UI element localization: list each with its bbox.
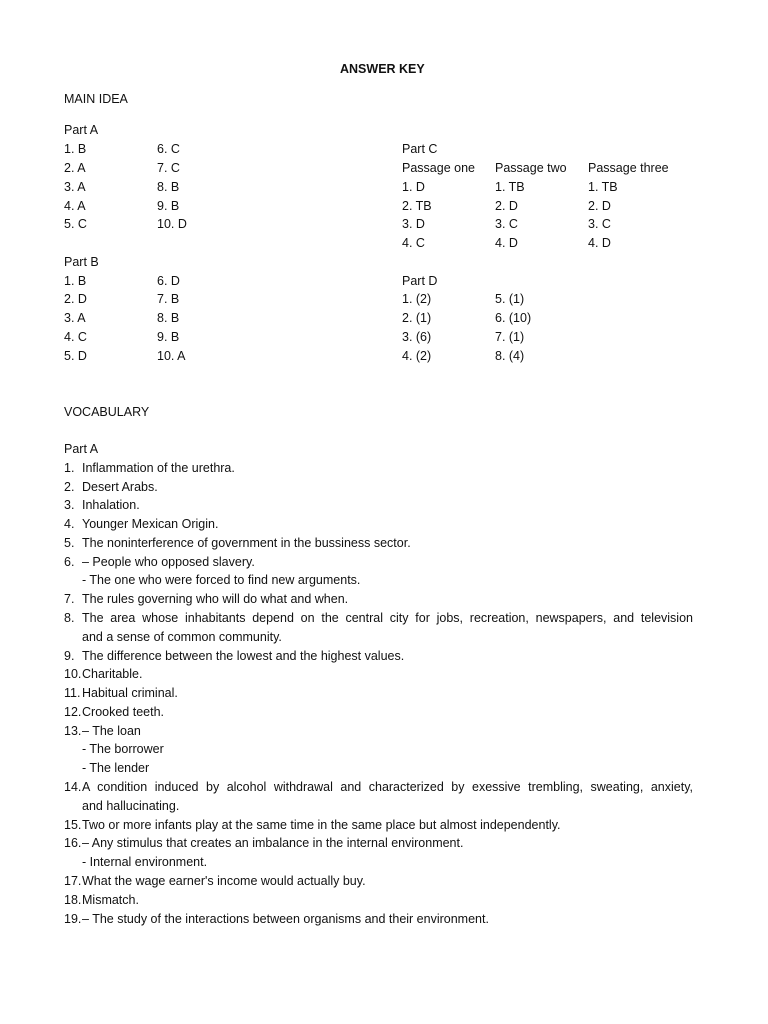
vocab-item-number: 11. [64, 686, 81, 700]
answer-item: 7. B [157, 292, 180, 306]
answer-item: 1. TB [588, 180, 618, 194]
answer-item: 3. A [64, 180, 86, 194]
vocab-item-text: – People who opposed slavery. [82, 555, 255, 569]
answer-item: 4. (2) [402, 349, 432, 363]
vocab-item-number: 13. [64, 724, 82, 738]
answer-item: 1. (2) [402, 292, 432, 306]
answer-item: 9. B [157, 199, 180, 213]
vocab-item-number: 19. [64, 912, 82, 926]
vocab-item-number: 14. [64, 780, 82, 794]
answer-item: 1. B [64, 274, 87, 288]
vocab-item-text: Inhalation. [82, 498, 140, 512]
vocab-item-text: Crooked teeth. [82, 705, 164, 719]
part-b-label: Part B [64, 255, 99, 269]
answer-item: 2. D [64, 292, 87, 306]
answer-item: 4. D [588, 236, 611, 250]
vocab-sub-item: - The borrower [82, 742, 164, 756]
vocab-item-number: 17. [64, 874, 82, 888]
answer-item: 6. D [157, 274, 180, 288]
vocab-item-continuation: and a sense of common community. [82, 630, 282, 644]
vocab-item-number: 4. [64, 517, 75, 531]
answer-item: 8. B [157, 180, 180, 194]
vocab-item-number: 3. [64, 498, 75, 512]
answer-item: 2. D [588, 199, 611, 213]
passage-three-label: Passage three [588, 161, 669, 175]
main-idea-heading: MAIN IDEA [64, 92, 128, 106]
vocab-item-number: 6. [64, 555, 75, 569]
vocab-item-number: 1. [64, 461, 75, 475]
answer-item: 9. B [157, 330, 180, 344]
part-d-label: Part D [402, 274, 438, 288]
answer-item: 3. A [64, 311, 86, 325]
vocab-item-text: – Any stimulus that creates an imbalance in the internal environment. [82, 836, 464, 850]
vocab-item-number: 15. [64, 818, 82, 832]
answer-item: 5. D [64, 349, 87, 363]
vocab-item-text: The area whose inhabitants depend on the central city for jobs, recreation, newspapers, and television [82, 611, 693, 625]
answer-item: 4. A [64, 199, 86, 213]
vocab-part-a-label: Part A [64, 442, 99, 456]
answer-item: 2. D [495, 199, 518, 213]
answer-item: 2. (1) [402, 311, 432, 325]
answer-item: 6. (10) [495, 311, 532, 325]
answer-item: 5. (1) [495, 292, 525, 306]
vocab-item-text: Habitual criminal. [82, 686, 178, 700]
vocab-item-number: 12. [64, 705, 82, 719]
vocab-item-number: 2. [64, 480, 75, 494]
vocab-item-number: 5. [64, 536, 75, 550]
answer-item: 10. A [157, 349, 186, 363]
vocab-sub-item: - The one who were forced to find new arguments. [82, 573, 361, 587]
answer-item: 1. B [64, 142, 87, 156]
answer-item: 10. D [157, 217, 187, 231]
page-title: ANSWER KEY [340, 62, 425, 76]
vocab-item-text: Two or more infants play at the same time in the same place but almost independently. [82, 818, 561, 832]
answer-item: 1. D [402, 180, 425, 194]
vocab-item-text: – The loan [82, 724, 141, 738]
answer-item: 8. B [157, 311, 180, 325]
vocab-item-text: Mismatch. [82, 893, 139, 907]
vocab-item-number: 18. [64, 893, 82, 907]
vocab-item-text: – The study of the interactions between organisms and their environment. [82, 912, 489, 926]
answer-item: 3. (6) [402, 330, 432, 344]
vocab-item-text: The noninterference of government in the bussiness sector. [82, 536, 411, 550]
answer-item: 1. TB [495, 180, 525, 194]
answer-item: 3. C [495, 217, 518, 231]
answer-item: 2. TB [402, 199, 432, 213]
answer-item: 7. C [157, 161, 180, 175]
answer-item: 2. A [64, 161, 86, 175]
answer-item: 4. D [495, 236, 518, 250]
part-a-label: Part A [64, 123, 99, 137]
vocab-item-text: The rules governing who will do what and when. [82, 592, 349, 606]
vocab-item-number: 7. [64, 592, 75, 606]
answer-item: 6. C [157, 142, 180, 156]
vocab-item-text: Desert Arabs. [82, 480, 158, 494]
part-c-label: Part C [402, 142, 438, 156]
passage-two-label: Passage two [495, 161, 567, 175]
answer-item: 4. C [402, 236, 425, 250]
answer-item: 7. (1) [495, 330, 525, 344]
vocab-item-number: 10. [64, 667, 82, 681]
passage-one-label: Passage one [402, 161, 475, 175]
vocab-item-continuation: and hallucinating. [82, 799, 180, 813]
answer-item: 4. C [64, 330, 87, 344]
vocab-item-number: 9. [64, 649, 75, 663]
vocab-sub-item: - The lender [82, 761, 150, 775]
answer-item: 8. (4) [495, 349, 525, 363]
vocab-item-text: What the wage earner's income would actually buy. [82, 874, 366, 888]
answer-item: 3. D [402, 217, 425, 231]
vocab-sub-item: - Internal environment. [82, 855, 208, 869]
answer-item: 3. C [588, 217, 611, 231]
vocab-item-text: Inflammation of the urethra. [82, 461, 235, 475]
vocab-item-text: Younger Mexican Origin. [82, 517, 219, 531]
answer-item: 5. C [64, 217, 87, 231]
vocab-item-number: 8. [64, 611, 75, 625]
vocab-item-text: The difference between the lowest and the highest values. [82, 649, 405, 663]
vocab-item-text: A condition induced by alcohol withdrawal and characterized by exessive trembling, sweating, anxiety, [82, 780, 693, 794]
vocabulary-heading: VOCABULARY [64, 405, 150, 419]
vocab-item-text: Charitable. [82, 667, 143, 681]
vocab-item-number: 16. [64, 836, 82, 850]
